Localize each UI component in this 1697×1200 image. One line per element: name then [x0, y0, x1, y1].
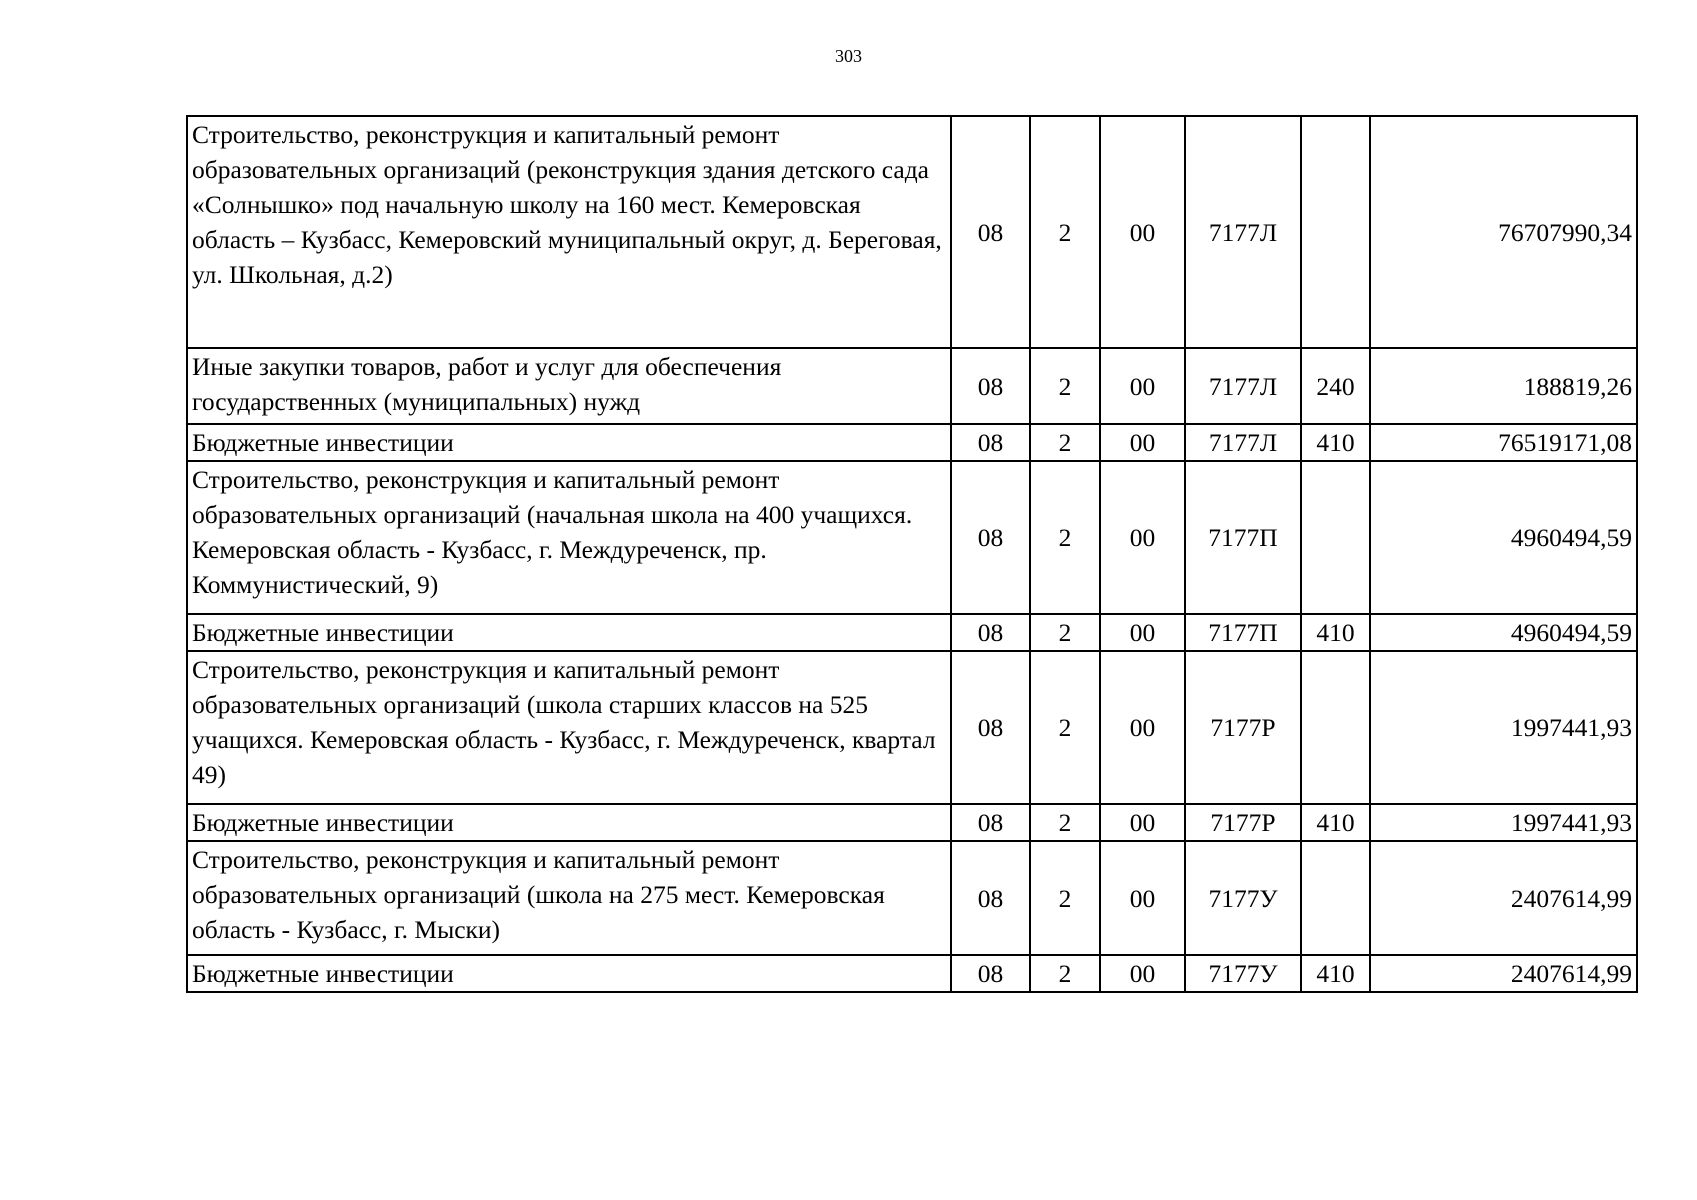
subprogram-code-cell: 00: [1100, 614, 1185, 651]
subprogram-code-cell: 00: [1100, 804, 1185, 841]
table-row: [187, 348, 1637, 424]
amount-cell: 188819,26: [1370, 348, 1637, 424]
subprogram-code-cell: 00: [1100, 955, 1185, 992]
program-code-cell: 2: [1030, 651, 1100, 804]
subprogram-code-cell: 00: [1100, 116, 1185, 348]
section-code-cell: 08: [951, 804, 1030, 841]
direction-code-cell: 7177Л: [1185, 348, 1301, 424]
direction-code-cell: 7177Р: [1185, 651, 1301, 804]
program-code-cell: 2: [1030, 348, 1100, 424]
expense-type-cell: 410: [1301, 614, 1370, 651]
table-row: [187, 955, 1637, 992]
program-code-cell: 2: [1030, 804, 1100, 841]
expense-type-cell: 410: [1301, 955, 1370, 992]
table-row: [187, 804, 1637, 841]
section-code-cell: 08: [951, 424, 1030, 461]
program-code-cell: 2: [1030, 461, 1100, 614]
expense-type-cell: [1301, 461, 1370, 614]
amount-cell: 1997441,93: [1370, 651, 1637, 804]
expense-type-cell: [1301, 116, 1370, 348]
program-code-cell: 2: [1030, 955, 1100, 992]
expense-name-cell: Строительство, реконструкция и капитальный ремонт образовательных организаций (начальная школа на 400 учащихся. Кемеровская область - Кузбасс, г. Междуреченск, пр. Коммунистический, 9): [187, 461, 951, 614]
amount-cell: 4960494,59: [1370, 614, 1637, 651]
direction-code-cell: 7177П: [1185, 614, 1301, 651]
table-row: [187, 424, 1637, 461]
table-row: [187, 651, 1637, 804]
amount-cell: 76707990,34: [1370, 116, 1637, 348]
subprogram-code-cell: 00: [1100, 651, 1185, 804]
expense-type-cell: 240: [1301, 348, 1370, 424]
table-row: [187, 461, 1637, 614]
program-code-cell: 2: [1030, 841, 1100, 955]
section-code-cell: 08: [951, 348, 1030, 424]
expense-name-cell: Строительство, реконструкция и капитальный ремонт образовательных организаций (школа на 275 мест. Кемеровская область - Кузбасс, г. Мыски): [187, 841, 951, 955]
expense-name-cell: Иные закупки товаров, работ и услуг для обеспечения государственных (муниципальных) нужд: [187, 348, 951, 424]
direction-code-cell: 7177Л: [1185, 116, 1301, 348]
expense-name-cell: Строительство, реконструкция и капитальный ремонт образовательных организаций (реконструкция здания детского сада «Солнышко» под начальную школу на 160 мест. Кемеровская область – Кузбасс, Кемеровский муниципальный округ, д. Береговая, ул. Школьная, д.2): [187, 116, 951, 348]
amount-cell: 2407614,99: [1370, 955, 1637, 992]
direction-code-cell: 7177Р: [1185, 804, 1301, 841]
section-code-cell: 08: [951, 614, 1030, 651]
expense-name-cell: Бюджетные инвестиции: [187, 614, 951, 651]
amount-cell: 4960494,59: [1370, 461, 1637, 614]
expense-type-cell: [1301, 841, 1370, 955]
subprogram-code-cell: 00: [1100, 348, 1185, 424]
expense-name-cell: Бюджетные инвестиции: [187, 424, 951, 461]
budget-table: [186, 115, 1638, 993]
expense-type-cell: 410: [1301, 424, 1370, 461]
direction-code-cell: 7177Л: [1185, 424, 1301, 461]
expense-name-cell: Бюджетные инвестиции: [187, 955, 951, 992]
expense-type-cell: 410: [1301, 804, 1370, 841]
program-code-cell: 2: [1030, 614, 1100, 651]
table-row: [187, 841, 1637, 955]
direction-code-cell: 7177У: [1185, 955, 1301, 992]
section-code-cell: 08: [951, 116, 1030, 348]
section-code-cell: 08: [951, 651, 1030, 804]
amount-cell: 2407614,99: [1370, 841, 1637, 955]
expense-type-cell: [1301, 651, 1370, 804]
direction-code-cell: 7177У: [1185, 841, 1301, 955]
page-number: 303: [835, 46, 862, 66]
program-code-cell: 2: [1030, 424, 1100, 461]
subprogram-code-cell: 00: [1100, 461, 1185, 614]
section-code-cell: 08: [951, 461, 1030, 614]
direction-code-cell: 7177П: [1185, 461, 1301, 614]
amount-cell: 76519171,08: [1370, 424, 1637, 461]
section-code-cell: 08: [951, 955, 1030, 992]
subprogram-code-cell: 00: [1100, 424, 1185, 461]
table-row: [187, 614, 1637, 651]
expense-name-cell: Бюджетные инвестиции: [187, 804, 951, 841]
expense-name-cell: Строительство, реконструкция и капитальный ремонт образовательных организаций (школа старших классов на 525 учащихся. Кемеровская область - Кузбасс, г. Междуреченск, квартал 49): [187, 651, 951, 804]
subprogram-code-cell: 00: [1100, 841, 1185, 955]
program-code-cell: 2: [1030, 116, 1100, 348]
table-row: [187, 116, 1637, 348]
amount-cell: 1997441,93: [1370, 804, 1637, 841]
section-code-cell: 08: [951, 841, 1030, 955]
